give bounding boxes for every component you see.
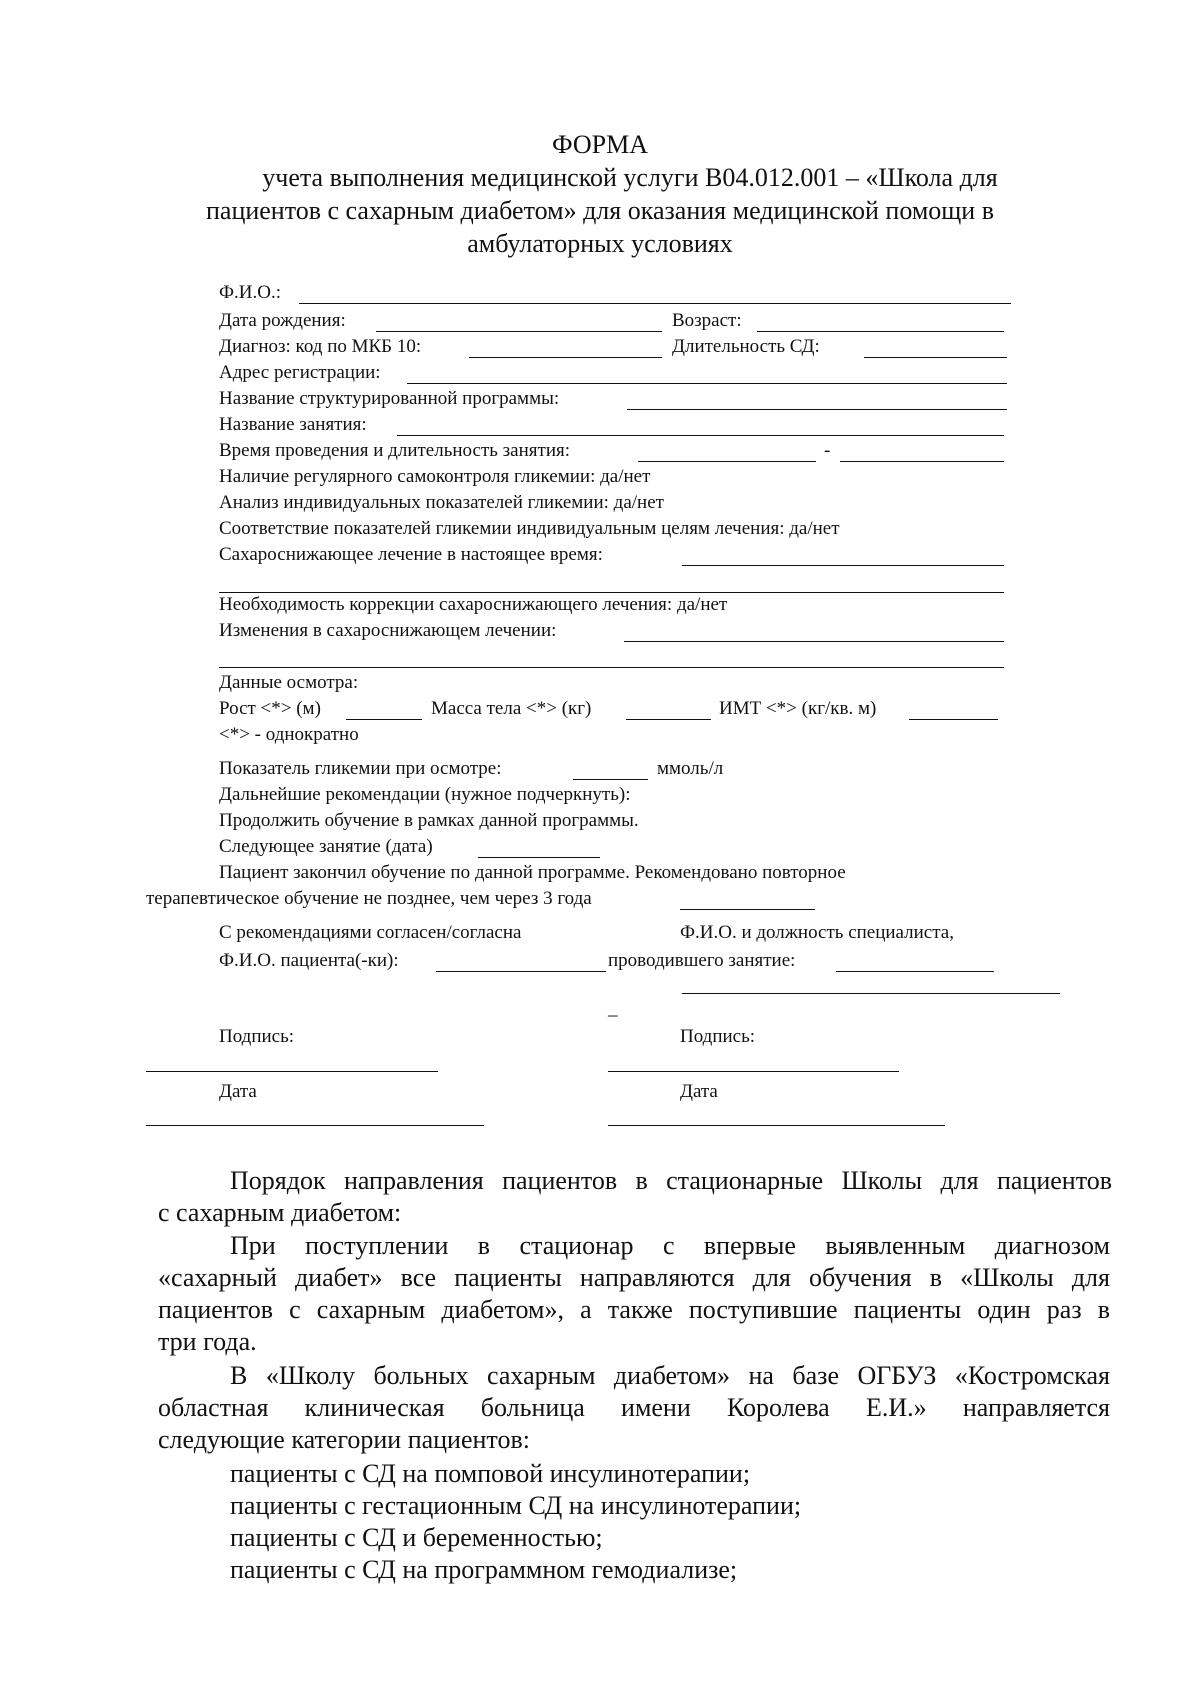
form-subtitle-line-2: пациентов с сахарным диабетом» для оказания медицинской помощи в bbox=[205, 196, 994, 225]
analysis-line: Анализ индивидуальных показателей гликемии: да/нет bbox=[219, 492, 664, 513]
height-field-line bbox=[346, 719, 422, 720]
para-3-line-2: областная клиническая больница имени Королева Е.И.» направляется bbox=[158, 1393, 1110, 1422]
form-title: ФОРМА bbox=[552, 130, 648, 159]
para-1-line-1: Порядок направления пациентов в стационарные Школы для пациентов bbox=[230, 1166, 1112, 1195]
finished-line-2: терапевтическое обучение не позднее, чем через 3 года bbox=[146, 888, 592, 909]
signature-left-label: Подпись: bbox=[219, 1026, 295, 1047]
form-subtitle-line-3: амбулаторных условиях bbox=[467, 229, 733, 258]
next-lesson-field-line bbox=[478, 857, 600, 858]
lesson-name-field-line bbox=[397, 435, 1004, 436]
weight-label: Масса тела <*> (кг) bbox=[431, 698, 592, 719]
finished-field-line bbox=[680, 909, 815, 910]
para-2-line-1: При поступлении в стационар с впервые выявленным диагнозом bbox=[230, 1231, 1110, 1260]
continue-line: Продолжить обучение в рамках данной программы. bbox=[219, 810, 639, 831]
specialist-extra-line bbox=[682, 993, 1060, 994]
duration-sd-field-line bbox=[864, 357, 1007, 358]
para-3-line-1: В «Школу больных сахарным диабетом» на базе ОГБУЗ «Костромская bbox=[230, 1361, 1110, 1390]
program-name-label: Название структурированной программы: bbox=[219, 388, 560, 409]
diagnosis-field-line bbox=[469, 357, 662, 358]
date-left-label: Дата bbox=[219, 1081, 257, 1102]
specialist-label-1: Ф.И.О. и должность специалиста, bbox=[680, 922, 954, 943]
bmi-label: ИМТ <*> (кг/кв. м) bbox=[719, 698, 877, 719]
lesson-name-label: Название занятия: bbox=[219, 414, 367, 435]
changes-extra-line bbox=[219, 667, 1004, 668]
para-3-line-3: следующие категории пациентов: bbox=[158, 1425, 530, 1454]
patient-fio-label: Ф.И.О. пациента(-ки): bbox=[219, 950, 399, 971]
bmi-field-line bbox=[909, 719, 998, 720]
lesson-time-label: Время проведения и длительность занятия: bbox=[219, 440, 570, 461]
stray-mark: _ bbox=[608, 998, 618, 1019]
compliance-line: Соответствие показателей гликемии индивидуальным целям лечения: да/нет bbox=[219, 518, 840, 539]
para-2-line-2: «сахарный диабет» все пациенты направляются для обучения в «Школы для bbox=[158, 1263, 1110, 1292]
specialist-label-2: проводившего занятие: bbox=[608, 950, 796, 971]
current-treatment-label: Сахароснижающее лечение в настоящее время: bbox=[219, 544, 603, 565]
finished-line-1: Пациент закончил обучение по данной программе. Рекомендовано повторное bbox=[219, 862, 846, 883]
age-field-line bbox=[757, 331, 1004, 332]
recommendations-label: Дальнейшие рекомендации (нужное подчеркнуть): bbox=[219, 784, 631, 805]
current-treatment-field-line bbox=[682, 565, 1004, 566]
list-item: пациенты с СД и беременностью; bbox=[230, 1523, 603, 1552]
changes-field-line bbox=[624, 641, 1004, 642]
glycemia-field-line bbox=[573, 779, 648, 780]
correction-line: Необходимость коррекции сахароснижающего лечения: да/нет bbox=[219, 594, 728, 615]
para-2-line-4: три года. bbox=[158, 1327, 257, 1356]
patient-fio-field-line bbox=[436, 971, 606, 972]
list-item: пациенты с гестационным СД на инсулинотерапии; bbox=[230, 1491, 802, 1520]
list-item: пациенты с СД на помповой инсулинотерапии; bbox=[230, 1459, 751, 1488]
date-right-label: Дата bbox=[680, 1081, 718, 1102]
address-label: Адрес регистрации: bbox=[219, 362, 381, 383]
signature-left-line bbox=[146, 1071, 438, 1072]
signature-right-line bbox=[608, 1071, 899, 1072]
para-2-line-3: пациентов с сахарным диабетом», а также поступившие пациенты один раз в bbox=[158, 1295, 1110, 1324]
height-label: Рост <*> (м) bbox=[219, 698, 321, 719]
changes-label: Изменения в сахароснижающем лечении: bbox=[219, 620, 557, 641]
once-note: <*> - однократно bbox=[219, 724, 359, 745]
self-control-line: Наличие регулярного самоконтроля гликемии: да/нет bbox=[219, 466, 651, 487]
next-lesson-label: Следующее занятие (дата) bbox=[219, 836, 433, 857]
signature-right-label: Подпись: bbox=[680, 1026, 756, 1047]
program-name-field-line bbox=[627, 409, 1007, 410]
agree-line: С рекомендациями согласен/согласна bbox=[219, 922, 522, 943]
date-right-line bbox=[608, 1125, 945, 1126]
exam-data-label: Данные осмотра: bbox=[219, 672, 359, 693]
age-label: Возраст: bbox=[672, 310, 742, 331]
fio-field-line bbox=[299, 303, 1011, 304]
diagnosis-label: Диагноз: код по МКБ 10: bbox=[219, 336, 422, 357]
birth-date-field-line bbox=[376, 331, 662, 332]
fio-label: Ф.И.О.: bbox=[219, 282, 281, 303]
list-item: пациенты с СД на программном гемодиализе; bbox=[230, 1555, 738, 1584]
glycemia-unit: ммоль/л bbox=[657, 758, 724, 779]
form-subtitle-line-1: учета выполнения медицинской услуги B04.012.001 – «Школа для bbox=[262, 163, 998, 192]
para-1-line-2: с сахарным диабетом: bbox=[158, 1198, 402, 1227]
specialist-field-line bbox=[836, 971, 994, 972]
lesson-time-end-line bbox=[840, 461, 1004, 462]
current-treatment-extra-line bbox=[219, 592, 1004, 593]
lesson-time-start-line bbox=[638, 461, 816, 462]
address-field-line bbox=[407, 383, 1007, 384]
duration-sd-label: Длительность СД: bbox=[672, 336, 820, 357]
birth-date-label: Дата рождения: bbox=[219, 310, 346, 331]
glycemia-label: Показатель гликемии при осмотре: bbox=[219, 758, 502, 779]
date-left-line bbox=[146, 1125, 484, 1126]
weight-field-line bbox=[626, 719, 711, 720]
lesson-time-dash: - bbox=[824, 440, 831, 461]
